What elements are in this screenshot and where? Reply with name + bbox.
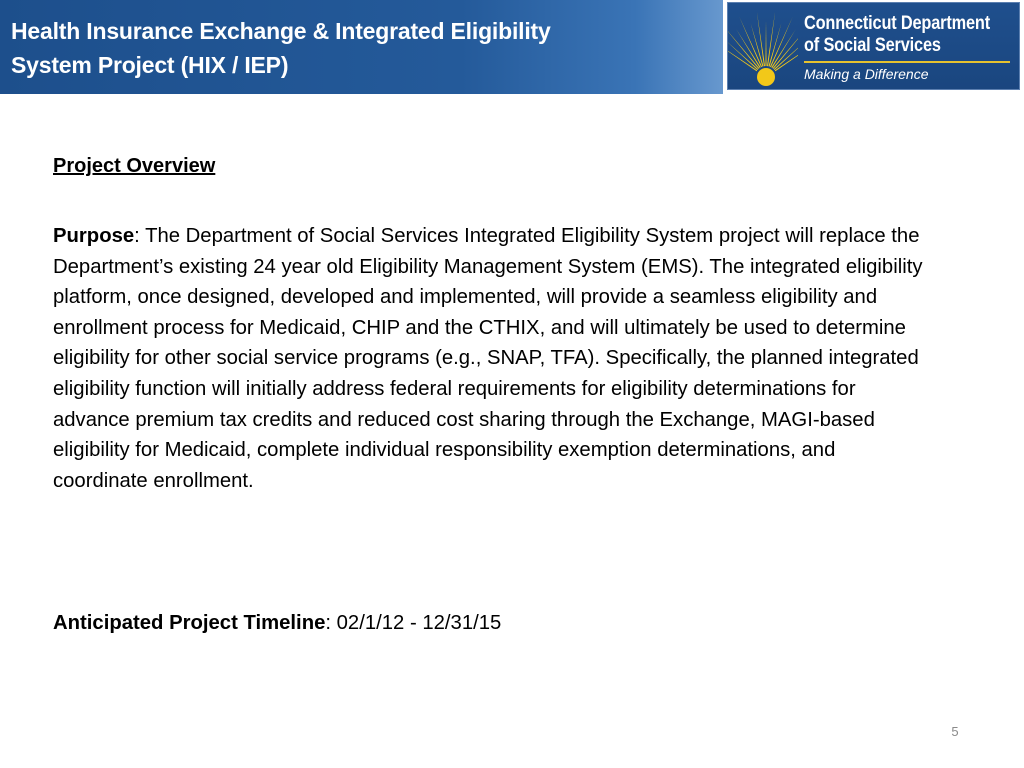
logo-tagline: Making a Difference: [804, 66, 929, 82]
sunburst-ray: [771, 29, 795, 68]
sunburst-ray: [773, 26, 798, 69]
purpose-paragraph: [53, 221, 923, 496]
timeline-label: Anticipated Project Timeline: [53, 612, 326, 634]
sunburst-ray: [728, 26, 759, 69]
logo-divider: [804, 61, 1010, 63]
timeline-separator: :: [325, 612, 337, 634]
purpose-label: Purpose: [53, 225, 135, 247]
dss-logo-panel: [727, 2, 1020, 90]
sunburst-ray: [736, 29, 760, 68]
sunburst-icon: [728, 3, 798, 89]
purpose-separator: :: [134, 225, 146, 247]
slide-title-line2: System Project (HIX / IEP): [11, 52, 289, 78]
dss-logo: [723, 0, 1024, 94]
logo-text-line2: of Social Services: [804, 35, 941, 56]
page-number: 5: [951, 724, 959, 739]
purpose-text: The Department of Social Services Integrated Eligibility System project will replace the Department’s existing 24 year old Eligibility Management System (EMS). The integrated eligibility platform, once designed, developed and implemented, will provide a seamless eligibility and enrollment process for Medicaid, CHIP and the CTHIX, and will ultimately be used to determine eligibility for other social service programs (e.g., SNAP, TFA). Specifically, the planned integrated eligibility function will initially address federal requirements for eligibility determinations for advance premium tax credits and reduced cost sharing through the Exchange, MAGI-based eligibility for Medicaid, complete individual responsibility exemption determinations, and coordinate enrollment.: [53, 225, 923, 492]
timeline-value: 02/1/12 - 12/31/15: [336, 612, 502, 634]
sunburst-ray: [728, 39, 758, 70]
slide-title-line1: Health Insurance Exchange & Integrated Eligibility: [11, 18, 551, 44]
timeline-paragraph: [53, 608, 923, 638]
sunburst-ray: [765, 21, 766, 66]
section-heading: Project Overview: [53, 155, 216, 177]
logo-text-line1: Connecticut Department: [804, 13, 990, 34]
sunburst-ray: [774, 39, 798, 70]
slide-title: [11, 14, 631, 82]
